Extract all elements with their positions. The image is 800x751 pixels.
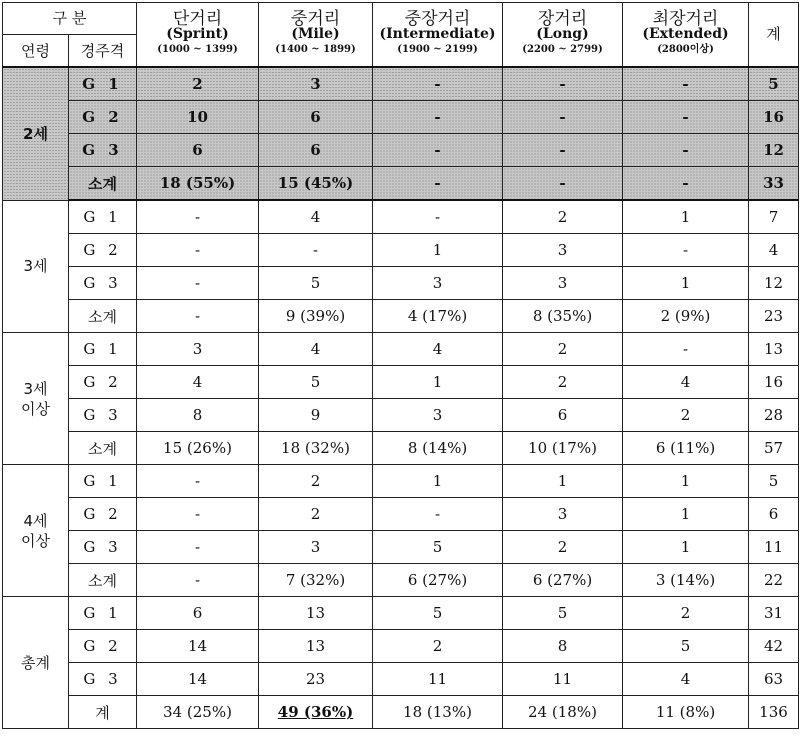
value-cell: 3 [373, 267, 503, 300]
value-cell: 6 [259, 101, 373, 134]
table-row [3, 267, 799, 300]
value-cell: 6 [137, 134, 259, 167]
value-cell: - [503, 101, 623, 134]
value-cell: 6 (11%) [623, 432, 749, 465]
value-cell: 6 [503, 399, 623, 432]
value-cell: - [623, 101, 749, 134]
age-cell [3, 465, 69, 597]
table-row [3, 333, 799, 366]
value-cell: - [137, 300, 259, 333]
value-cell: 4 (17%) [373, 300, 503, 333]
total-cell: 23 [749, 300, 799, 333]
grade-cell: 소계 [69, 432, 137, 465]
value-cell: 3 [503, 234, 623, 267]
value-cell: - [137, 234, 259, 267]
value-cell: - [373, 101, 503, 134]
value-cell: 23 [259, 663, 373, 696]
value-cell: 3 [137, 333, 259, 366]
grade-cell: G 1 [69, 67, 137, 101]
age-line-1: 4세 [23, 511, 48, 530]
value-cell: 6 [137, 597, 259, 630]
age-cell: 총계 [3, 597, 69, 729]
value-cell: 5 [623, 630, 749, 663]
grade-cell: G 1 [69, 465, 137, 498]
total-cell: 7 [749, 200, 799, 234]
table-row [3, 399, 799, 432]
value-cell: 10 (17%) [503, 432, 623, 465]
value-cell: 1 [373, 234, 503, 267]
table-row [3, 531, 799, 564]
value-cell: 1 [623, 465, 749, 498]
value-cell: 18 (32%) [259, 432, 373, 465]
table-row [3, 134, 799, 167]
grade-cell: G 3 [69, 531, 137, 564]
grade-cell: G 1 [69, 200, 137, 234]
total-cell: 12 [749, 134, 799, 167]
value-cell: 2 [137, 67, 259, 101]
value-cell: - [373, 498, 503, 531]
value-cell: 1 [623, 531, 749, 564]
value-cell: 34 (25%) [137, 696, 259, 729]
value-cell: 5 [373, 597, 503, 630]
value-cell: - [373, 134, 503, 167]
value-cell: 8 (35%) [503, 300, 623, 333]
value-cell: - [373, 67, 503, 101]
table-row [3, 67, 799, 101]
table-row [3, 465, 799, 498]
value-cell: 24 (18%) [503, 696, 623, 729]
grade-cell: G 2 [69, 101, 137, 134]
value-cell: 3 [259, 67, 373, 101]
col-header-long: 장거리 (Long) (2200 ~ 2799) [503, 3, 623, 68]
value-cell: 1 [623, 498, 749, 531]
value-cell: 5 [373, 531, 503, 564]
value-cell: 3 (14%) [623, 564, 749, 597]
value-cell-highlight: 49 (36%) [259, 696, 373, 729]
total-cell: 57 [749, 432, 799, 465]
value-cell: 2 [623, 399, 749, 432]
col-header-intermediate: 중장거리 (Intermediate) (1900 ~ 2199) [373, 3, 503, 68]
age-line-2: 이상 [21, 531, 50, 550]
col-header-extended: 최장거리 (Extended) (2800이상) [623, 3, 749, 68]
grade-cell: G 3 [69, 267, 137, 300]
grade-cell: 계 [69, 696, 137, 729]
value-cell: - [373, 200, 503, 234]
value-cell: 2 [373, 630, 503, 663]
value-cell: 6 (27%) [503, 564, 623, 597]
table-row [3, 597, 799, 630]
table-row [3, 234, 799, 267]
value-cell: - [623, 134, 749, 167]
value-cell: - [137, 465, 259, 498]
grade-header: 경주격 [69, 35, 137, 68]
table-row [3, 630, 799, 663]
total-cell: 5 [749, 67, 799, 101]
value-cell: 2 [259, 465, 373, 498]
race-distance-table [2, 2, 799, 729]
value-cell: 2 [503, 200, 623, 234]
value-cell: 4 [373, 333, 503, 366]
table-row [3, 101, 799, 134]
grade-cell: 소계 [69, 564, 137, 597]
value-cell: 2 [259, 498, 373, 531]
table-row [3, 300, 799, 333]
value-cell: - [503, 134, 623, 167]
value-cell: 8 (14%) [373, 432, 503, 465]
value-cell: 9 (39%) [259, 300, 373, 333]
col-header-total: 계 [749, 3, 799, 68]
value-cell: - [137, 267, 259, 300]
value-cell: 2 [503, 333, 623, 366]
total-cell: 16 [749, 366, 799, 399]
total-cell: 6 [749, 498, 799, 531]
value-cell: 2 [623, 597, 749, 630]
total-cell: 28 [749, 399, 799, 432]
value-cell: 2 [503, 531, 623, 564]
age-header: 연령 [3, 35, 69, 68]
value-cell: 8 [503, 630, 623, 663]
total-cell: 33 [749, 167, 799, 201]
table-row [3, 498, 799, 531]
table-row [3, 663, 799, 696]
total-cell: 22 [749, 564, 799, 597]
value-cell: 1 [623, 267, 749, 300]
total-cell: 13 [749, 333, 799, 366]
value-cell: 11 (8%) [623, 696, 749, 729]
grade-cell: G 2 [69, 498, 137, 531]
total-cell: 4 [749, 234, 799, 267]
value-cell: 15 (26%) [137, 432, 259, 465]
value-cell: 1 [503, 465, 623, 498]
value-cell: 3 [503, 267, 623, 300]
grade-cell: G 3 [69, 399, 137, 432]
total-cell: 16 [749, 101, 799, 134]
total-cell: 31 [749, 597, 799, 630]
table-row [3, 696, 799, 729]
value-cell: 13 [259, 597, 373, 630]
value-cell: 13 [259, 630, 373, 663]
col-header-sprint: 단거리 (Sprint) (1000 ~ 1399) [137, 3, 259, 68]
value-cell: - [137, 531, 259, 564]
table-row [3, 432, 799, 465]
total-cell: 63 [749, 663, 799, 696]
value-cell: - [137, 564, 259, 597]
value-cell: 7 (32%) [259, 564, 373, 597]
total-cell: 5 [749, 465, 799, 498]
value-cell: 3 [503, 498, 623, 531]
value-cell: 11 [503, 663, 623, 696]
value-cell: 18 (13%) [373, 696, 503, 729]
value-cell: 4 [623, 366, 749, 399]
value-cell: 4 [623, 663, 749, 696]
value-cell: - [137, 200, 259, 234]
value-cell: - [137, 498, 259, 531]
value-cell: 1 [623, 200, 749, 234]
grade-cell: G 2 [69, 630, 137, 663]
value-cell: 2 [503, 366, 623, 399]
value-cell: 2 (9%) [623, 300, 749, 333]
value-cell: - [503, 67, 623, 101]
table-row [3, 200, 799, 234]
value-cell: - [373, 167, 503, 201]
grade-cell: G 3 [69, 663, 137, 696]
value-cell: - [623, 67, 749, 101]
total-cell: 12 [749, 267, 799, 300]
value-cell: 1 [373, 366, 503, 399]
total-cell: 11 [749, 531, 799, 564]
total-cell: 42 [749, 630, 799, 663]
value-cell: 14 [137, 630, 259, 663]
age-line-1: 3세 [23, 379, 48, 398]
value-cell: 10 [137, 101, 259, 134]
value-cell: 11 [373, 663, 503, 696]
value-cell: - [623, 234, 749, 267]
value-cell: 18 (55%) [137, 167, 259, 201]
grade-cell: G 2 [69, 366, 137, 399]
value-cell: 6 (27%) [373, 564, 503, 597]
value-cell: 8 [137, 399, 259, 432]
value-cell: 1 [373, 465, 503, 498]
table-row [3, 564, 799, 597]
value-cell: 5 [259, 366, 373, 399]
value-cell: - [623, 333, 749, 366]
grade-cell: G 3 [69, 134, 137, 167]
value-cell: - [259, 234, 373, 267]
value-cell: 6 [259, 134, 373, 167]
col-header-mile: 중거리 (Mile) (1400 ~ 1899) [259, 3, 373, 68]
grade-cell: 소계 [69, 167, 137, 201]
value-cell: 5 [259, 267, 373, 300]
value-cell: 4 [259, 200, 373, 234]
total-cell: 136 [749, 696, 799, 729]
table-row [3, 167, 799, 201]
grade-cell: G 2 [69, 234, 137, 267]
value-cell: 15 (45%) [259, 167, 373, 201]
value-cell: 3 [373, 399, 503, 432]
age-cell [3, 333, 69, 465]
value-cell: 9 [259, 399, 373, 432]
value-cell: 3 [259, 531, 373, 564]
value-cell: 4 [259, 333, 373, 366]
value-cell: - [623, 167, 749, 201]
age-cell: 2세 [3, 67, 69, 200]
age-cell: 3세 [3, 200, 69, 333]
group-header: 구 분 [3, 3, 137, 35]
grade-cell: G 1 [69, 597, 137, 630]
age-line-2: 이상 [21, 399, 50, 418]
grade-cell: 소계 [69, 300, 137, 333]
value-cell: 4 [137, 366, 259, 399]
grade-cell: G 1 [69, 333, 137, 366]
table-row [3, 366, 799, 399]
value-cell: 14 [137, 663, 259, 696]
value-cell: - [503, 167, 623, 201]
value-cell: 5 [503, 597, 623, 630]
